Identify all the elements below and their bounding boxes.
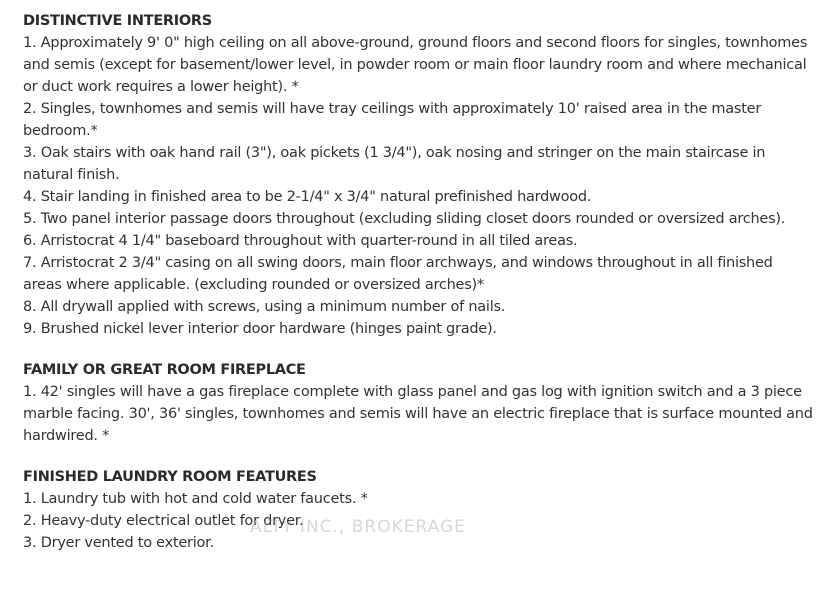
section-distinctive-interiors: [23, 10, 813, 340]
list-item: 1. 42' singles will have a gas fireplace complete with glass panel and gas log with ignition switch and a 3 piece marble facing. 30', 36' singles, townhomes and semis will have an electric fireplace that is surface mounted and hardwired. *: [23, 384, 813, 444]
brokerage-watermark: ALTY INC., BROKERAGE: [250, 517, 466, 537]
list-item: 2. Singles, townhomes and semis will have tray ceilings with approximately 10' raised area in the master bedroom.*: [23, 101, 762, 139]
list-item: 4. Stair landing in finished area to be 2-1/4" x 3/4" natural prefinished hardwood.: [23, 189, 592, 205]
list-item: 1. Approximately 9' 0" high ceiling on all above-ground, ground floors and second floors for singles, townhomes and semis (except for basement/lower level, in powder room or main floor laundry room and where mechanical or duct work requires a lower height). *: [23, 35, 808, 95]
section-fireplace: [23, 359, 813, 447]
section-title: FINISHED LAUNDRY ROOM FEATURES: [23, 469, 317, 485]
section-title: FAMILY OR GREAT ROOM FIREPLACE: [23, 362, 306, 378]
list-item: 7. Arristocrat 2 3/4" casing on all swing doors, main floor archways, and windows throughout in all finished areas where applicable. (excluding rounded or oversized arches)*: [23, 255, 773, 293]
list-item: 3. Oak stairs with oak hand rail (3"), oak pickets (1 3/4"), oak nosing and stringer on the main staircase in natural finish.: [23, 145, 766, 183]
list-item: 9. Brushed nickel lever interior door hardware (hinges paint grade).: [23, 321, 497, 337]
section-title: DISTINCTIVE INTERIORS: [23, 13, 212, 29]
list-item: 8. All drywall applied with screws, using a minimum number of nails.: [23, 299, 506, 315]
document-body: [23, 10, 813, 554]
list-item: 5. Two panel interior passage doors throughout (excluding sliding closet doors rounded or oversized arches).: [23, 211, 786, 227]
list-item: 2. Heavy-duty electrical outlet for dryer.: [23, 513, 304, 529]
list-item: 1. Laundry tub with hot and cold water faucets. *: [23, 491, 368, 507]
section-laundry-room: [23, 466, 813, 554]
list-item: 6. Arristocrat 4 1/4" baseboard throughout with quarter-round in all tiled areas.: [23, 233, 578, 249]
list-item: 3. Dryer vented to exterior.: [23, 535, 214, 551]
